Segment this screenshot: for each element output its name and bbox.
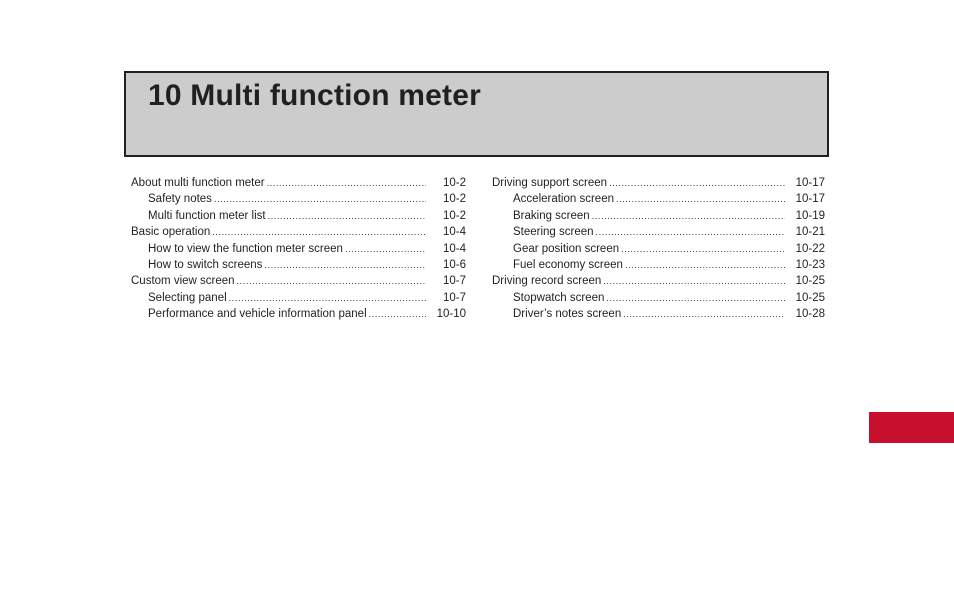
toc-entry-page: 10-10 [436,308,466,321]
toc-dot-leader [621,241,785,257]
toc-entry[interactable] [492,241,825,257]
toc-entry[interactable] [492,224,825,240]
toc-entry[interactable] [131,208,466,224]
toc-dot-leader [237,273,426,289]
toc-entry[interactable] [492,175,825,191]
toc-left-column [131,175,466,323]
toc-entry-title: Custom view screen [131,275,235,288]
toc-entry-title: Driving record screen [492,275,602,288]
toc-entry[interactable] [131,273,466,289]
toc-dot-leader [596,224,785,240]
toc-entry-page: 10-2 [442,193,466,206]
toc-entry[interactable] [131,175,466,191]
chapter-title: 10 Multi function meter [148,79,481,112]
toc-entry-page: 10-17 [795,193,825,206]
toc-entry-title: Stopwatch screen [513,291,605,304]
toc-entry-page: 10-21 [795,226,825,239]
toc-entry-title: Steering screen [513,226,594,239]
toc-dot-leader [268,208,426,224]
toc-dot-leader [214,191,426,207]
toc-entry[interactable] [131,191,466,207]
toc-dot-leader [369,306,426,322]
toc-dot-leader [606,290,785,306]
toc-entry-page: 10-22 [795,242,825,255]
toc-entry[interactable] [492,191,825,207]
toc-entry-page: 10-2 [442,177,466,189]
toc-entry[interactable] [131,306,466,322]
toc-dot-leader [267,175,426,191]
toc-dot-leader [609,175,785,191]
toc-entry-title: How to view the function meter screen [148,242,343,255]
toc-entry-title: Selecting panel [148,291,227,304]
toc-entry-title: Braking screen [513,209,590,222]
chapter-header [124,71,829,157]
toc-entry-page: 10-19 [795,209,825,222]
toc-entry[interactable] [492,290,825,306]
toc-entry[interactable] [492,257,825,273]
toc-entry-page: 10-6 [442,258,466,271]
toc-entry-page: 10-28 [795,308,825,321]
toc-entry-title: Performance and vehicle information panel [148,308,367,321]
toc-dot-leader [212,224,426,240]
toc-entry-page: 10-23 [795,258,825,271]
toc-entry-page: 10-25 [795,291,825,304]
toc-entry-page: 10-2 [442,209,466,222]
toc-entry[interactable] [131,257,466,273]
chapter-thumb-tab [869,412,954,443]
toc-entry-page: 10-17 [795,177,825,189]
toc-entry-title: Basic operation [131,226,211,239]
toc-entry-title: Driving support screen [492,177,608,189]
toc-entry[interactable] [131,224,466,240]
toc-entry-page: 10-7 [442,275,466,288]
toc-dot-leader [264,257,426,273]
toc-dot-leader [623,306,785,322]
toc-entry[interactable] [492,273,825,289]
toc-entry-title: Multi function meter list [148,209,266,222]
toc-entry-page: 10-4 [442,242,466,255]
toc-dot-leader [603,273,785,289]
toc-entry[interactable] [492,208,825,224]
toc-entry[interactable] [131,290,466,306]
toc-entry-title: Safety notes [148,193,212,206]
toc-dot-leader [616,191,785,207]
toc-entry-title: Gear position screen [513,242,620,255]
toc-entry-title: Fuel economy screen [513,258,623,271]
toc-dot-leader [345,241,426,257]
toc-entry-title: How to switch screens [148,258,263,271]
toc-entry-page: 10-7 [442,291,466,304]
toc-dot-leader [229,290,426,306]
toc-entry[interactable] [131,241,466,257]
toc-entry-page: 10-4 [442,226,466,239]
toc-entry-title: About multi function meter [131,177,265,189]
toc-dot-leader [625,257,785,273]
toc-entry-title: Acceleration screen [513,193,614,206]
toc-entry-title: Driver’s notes screen [513,308,622,321]
toc-dot-leader [592,208,785,224]
toc-entry-page: 10-25 [795,275,825,288]
toc-entry[interactable] [492,306,825,322]
toc-right-column [492,175,825,323]
